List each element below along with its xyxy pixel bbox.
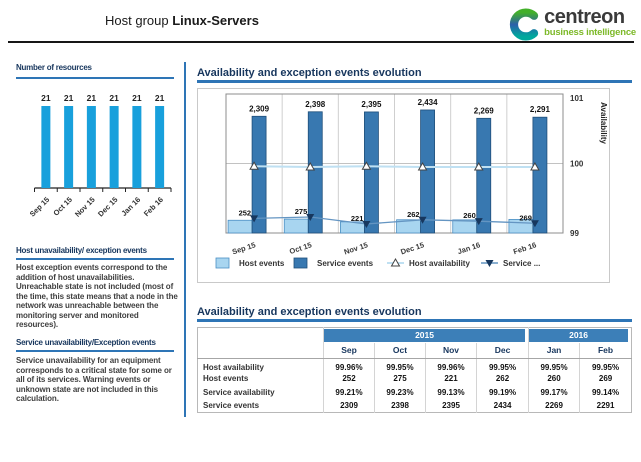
table-month-header: Jan xyxy=(529,343,580,359)
host-events-value: 221 xyxy=(350,213,364,223)
service-events-value: 2,291 xyxy=(529,105,550,115)
table-cell: 99.23% xyxy=(375,386,426,400)
service-events-value: 2,398 xyxy=(305,99,326,109)
page-title-hostgroup: Linux-Servers xyxy=(172,13,259,28)
table-row xyxy=(198,399,632,413)
table-cell: 99.95% xyxy=(477,359,529,373)
service-events-bar xyxy=(477,118,491,233)
events-table-container xyxy=(197,327,631,413)
centreon-logo-text xyxy=(544,7,636,38)
service-events-heading: Service unavailability/Exception events xyxy=(16,338,156,347)
events-table-underline xyxy=(197,319,632,322)
table-month-label-spacer xyxy=(198,343,324,359)
table-cell: 99.95% xyxy=(580,359,632,373)
legend-service-events-swatch xyxy=(294,258,307,268)
host-events-value: 262 xyxy=(407,209,420,219)
header-divider xyxy=(8,41,634,43)
month-x-label: Nov 15 xyxy=(342,240,370,257)
host-events-value: 269 xyxy=(519,213,532,223)
table-corner-cell xyxy=(198,328,324,343)
month-x-label: Feb 16 xyxy=(512,240,538,257)
table-cell: 269 xyxy=(580,372,632,386)
right-axis-tick: 100 xyxy=(570,159,584,169)
service-events-bar xyxy=(533,117,547,233)
table-cell: 99.17% xyxy=(529,386,580,400)
resource-bar-value: 21 xyxy=(154,93,165,103)
service-events-value: 2,269 xyxy=(473,106,494,116)
table-year-cell xyxy=(529,328,632,343)
events-table xyxy=(197,327,632,413)
host-events-description: Host exception events correspond to the addition of host unavailabilities. Unreachable state is not included (most of the time, this state means that a node in the network was unreachable between the monitoring server and monitored resources). xyxy=(16,263,178,329)
table-year-band: 2015 xyxy=(324,329,525,342)
month-x-label: Dec 15 xyxy=(399,240,426,257)
resource-bar xyxy=(132,106,141,188)
table-month-row xyxy=(198,343,632,359)
resource-bar-value: 21 xyxy=(86,93,97,103)
table-cell: 260 xyxy=(529,372,580,386)
month-x-label: Oct 15 xyxy=(288,240,313,256)
availability-chart-underline xyxy=(197,80,632,83)
table-cell: 99.19% xyxy=(477,386,529,400)
resource-x-label: Nov 15 xyxy=(73,195,97,219)
resource-bar xyxy=(87,106,96,188)
right-axis-title: Availability xyxy=(599,102,608,144)
table-cell: 99.95% xyxy=(529,359,580,373)
table-row-label: Service events xyxy=(203,401,260,410)
table-year-band: 2016 xyxy=(529,329,628,342)
service-events-bar xyxy=(364,112,378,233)
events-table-heading: Availability and exception events evolution xyxy=(197,306,422,318)
resource-bar-value: 21 xyxy=(63,93,74,103)
table-year-row xyxy=(198,328,632,343)
table-month-header: Nov xyxy=(426,343,477,359)
resource-bar xyxy=(64,106,73,188)
availability-chart-svg xyxy=(198,89,609,282)
table-month-header: Feb xyxy=(580,343,632,359)
availability-chart xyxy=(197,88,610,283)
resource-x-label: Feb 16 xyxy=(141,195,166,219)
page-title xyxy=(105,13,259,28)
table-month-header: Sep xyxy=(324,343,375,359)
logo-subtitle: business intelligence xyxy=(544,27,636,38)
resources-heading: Number of resources xyxy=(16,63,92,72)
logo-wordmark: centreon xyxy=(544,6,625,28)
host-availability-line xyxy=(254,166,535,167)
service-events-value: 2,309 xyxy=(249,104,270,114)
table-cell: 99.95% xyxy=(375,359,426,373)
number-of-resources-chart xyxy=(12,86,178,238)
table-row xyxy=(198,372,632,386)
table-cell: 2434 xyxy=(477,399,529,413)
table-cell: 252 xyxy=(324,372,375,386)
table-year-cell xyxy=(324,328,529,343)
table-cell: 2398 xyxy=(375,399,426,413)
table-row xyxy=(198,386,632,400)
legend-host-events-label: Host events xyxy=(239,259,285,268)
resource-bar-value: 21 xyxy=(109,93,119,103)
host-events-bar xyxy=(284,219,308,233)
resource-bar-value: 21 xyxy=(41,93,51,103)
table-row-label: Service availability xyxy=(203,387,275,397)
resource-bar xyxy=(155,106,164,188)
table-cell: 2269 xyxy=(529,399,580,413)
legend-service-availability-label: Service ... xyxy=(503,259,541,268)
table-cell: 99.21% xyxy=(324,386,375,400)
host-events-value: 252 xyxy=(238,208,252,218)
month-x-label: Sep 15 xyxy=(230,240,257,257)
resource-x-label: Jan 16 xyxy=(119,195,143,218)
right-axis-tick: 101 xyxy=(570,94,584,103)
host-events-heading-underline xyxy=(16,258,174,260)
table-cell: 99.96% xyxy=(324,359,375,373)
service-events-value: 2,434 xyxy=(417,97,438,107)
legend-host-events-swatch xyxy=(216,258,229,268)
table-cell: 99.14% xyxy=(580,386,632,400)
table-cell: 2309 xyxy=(324,399,375,413)
service-events-heading-underline xyxy=(16,350,174,352)
resource-x-label: Sep 15 xyxy=(27,195,52,219)
host-events-bar xyxy=(453,220,477,233)
host-events-bar xyxy=(228,220,252,233)
resource-x-label: Oct 15 xyxy=(51,195,75,218)
table-cell: 221 xyxy=(426,372,477,386)
host-events-value: 260 xyxy=(463,211,476,221)
right-axis-tick: 99 xyxy=(570,229,579,238)
table-cell: 2291 xyxy=(580,399,632,413)
resources-heading-underline xyxy=(16,77,174,79)
month-x-label: Jan 16 xyxy=(456,240,482,257)
legend-service-events-label: Service events xyxy=(317,259,374,268)
page-title-prefix: Host group xyxy=(105,13,169,28)
legend-host-availability-label: Host availability xyxy=(409,259,470,268)
table-cell: 99.13% xyxy=(426,386,477,400)
sidebar-divider xyxy=(184,62,186,417)
centreon-logo-icon xyxy=(507,8,540,41)
table-row xyxy=(198,359,632,373)
host-events-value: 275 xyxy=(294,207,308,217)
service-events-description: Service unavailability for an equipment corresponds to a critical state for some or all of its services. Warning events or unknown state are not included in this calculation. xyxy=(16,356,172,403)
service-events-bar xyxy=(421,110,435,233)
table-month-header: Oct xyxy=(375,343,426,359)
table-row-label: Host events xyxy=(203,374,249,384)
table-row-label: Host availability xyxy=(203,362,264,372)
host-events-heading: Host unavailability/ exception events xyxy=(16,246,147,255)
availability-chart-heading: Availability and exception events evolution xyxy=(197,67,422,79)
resource-bar xyxy=(41,106,50,188)
resource-bar-value: 21 xyxy=(132,93,142,103)
resource-bar xyxy=(110,106,119,188)
table-cell: 262 xyxy=(477,372,529,386)
table-month-header: Dec xyxy=(477,343,529,359)
centreon-logo xyxy=(507,7,636,41)
table-cell: 99.96% xyxy=(426,359,477,373)
service-events-value: 2,395 xyxy=(361,99,382,109)
table-cell: 275 xyxy=(375,372,426,386)
table-cell: 2395 xyxy=(426,399,477,413)
resource-x-label: Dec 15 xyxy=(96,195,120,219)
